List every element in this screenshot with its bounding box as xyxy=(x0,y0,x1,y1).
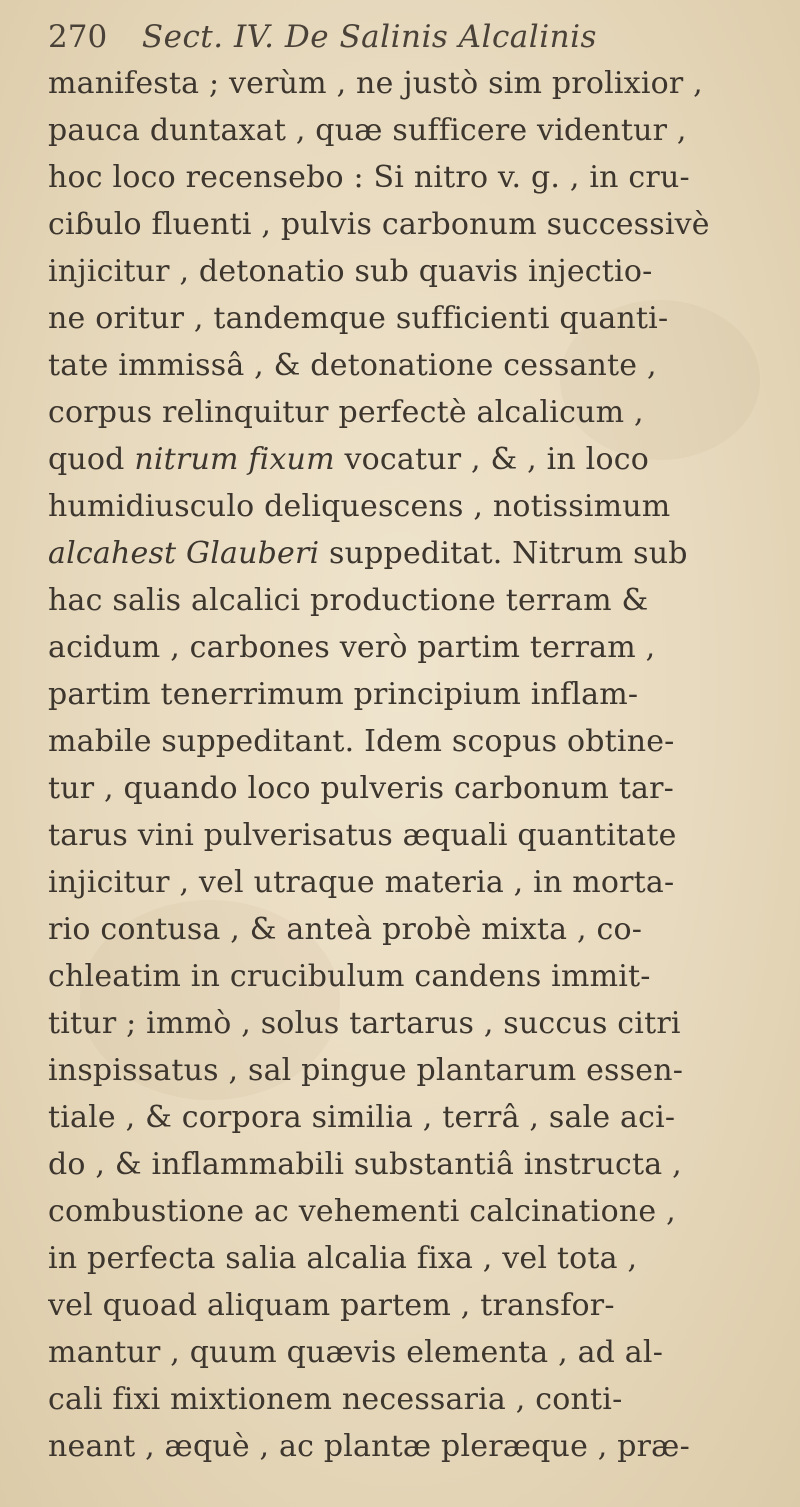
text-segment: mabile suppeditant. Idem scopus obtine- xyxy=(48,724,675,759)
text-line xyxy=(48,1235,790,1282)
text-segment: vel quoad aliquam partem , transfor- xyxy=(48,1288,615,1323)
text-segment: hoc loco recensebo : Si nitro v. g. , in cru- xyxy=(48,160,690,195)
text-line xyxy=(48,718,790,765)
text-segment: corpus relinquitur perfectè alcalicum , xyxy=(48,395,644,430)
text-line xyxy=(48,1282,790,1329)
text-segment: cali fixi mixtionem necessaria , conti- xyxy=(48,1382,623,1417)
body-text xyxy=(48,60,790,1470)
text-segment: ciɓulo fluenti , pulvis carbonum successivè xyxy=(48,207,710,242)
text-line xyxy=(48,812,790,859)
text-line xyxy=(48,107,790,154)
text-segment: injicitur , detonatio sub quavis injectio- xyxy=(48,254,653,289)
text-segment: quod xyxy=(48,442,135,477)
text-segment: rio contusa , & anteà probè mixta , co- xyxy=(48,912,643,947)
text-segment: tiale , & corpora similia , terrâ , sale aci- xyxy=(48,1100,676,1135)
page-number: 270 xyxy=(48,19,108,55)
text-segment: vocatur , & , in loco xyxy=(334,442,649,477)
text-line xyxy=(48,436,790,483)
text-line xyxy=(48,530,790,577)
text-line xyxy=(48,577,790,624)
text-line xyxy=(48,483,790,530)
text-segment: suppeditat. Nitrum sub xyxy=(319,536,688,571)
text-segment: ne oritur , tandemque sufficienti quanti- xyxy=(48,301,669,336)
text-line xyxy=(48,389,790,436)
text-segment: in perfecta salia alcalia fixa , vel tota , xyxy=(48,1241,638,1276)
text-segment: acidum , carbones verò partim terram , xyxy=(48,630,656,665)
text-segment: injicitur , vel utraque materia , in morta- xyxy=(48,865,675,900)
text-line xyxy=(48,1000,790,1047)
text-line xyxy=(48,1329,790,1376)
text-line xyxy=(48,953,790,1000)
text-segment: combustione ac vehementi calcinatione , xyxy=(48,1194,676,1229)
text-line xyxy=(48,248,790,295)
text-segment: tarus vini pulverisatus æquali quantitate xyxy=(48,818,677,853)
text-line xyxy=(48,1376,790,1423)
text-line xyxy=(48,154,790,201)
text-line xyxy=(48,906,790,953)
text-segment: tur , quando loco pulveris carbonum tar- xyxy=(48,771,674,806)
running-head xyxy=(48,12,708,62)
text-line xyxy=(48,60,790,107)
text-line xyxy=(48,201,790,248)
text-segment: do , & inflammabili substantiâ instructa , xyxy=(48,1147,682,1182)
text-segment: chleatim in crucibulum candens immit- xyxy=(48,959,651,994)
text-line xyxy=(48,1141,790,1188)
text-line xyxy=(48,624,790,671)
text-segment: hac salis alcalici productione terram & xyxy=(48,583,649,618)
text-segment: titur ; immò , solus tartarus , succus citri xyxy=(48,1006,681,1041)
text-line xyxy=(48,1094,790,1141)
section-title: Sect. IV. De Salinis Alcalinis xyxy=(141,19,597,55)
text-segment: pauca duntaxat , quæ sufficere videntur , xyxy=(48,113,687,148)
italic-term: nitrum fixum xyxy=(134,442,335,477)
text-line xyxy=(48,765,790,812)
text-segment: mantur , quum quævis elementa , ad al- xyxy=(48,1335,664,1370)
text-line xyxy=(48,295,790,342)
text-line xyxy=(48,342,790,389)
text-segment: manifesta ; verùm , ne justò sim prolixior , xyxy=(48,66,703,101)
italic-term: alcahest Glauberi xyxy=(48,536,320,571)
text-segment: tate immissâ , & detonatione cessante , xyxy=(48,348,657,383)
text-line xyxy=(48,1423,790,1470)
text-line xyxy=(48,1047,790,1094)
text-line xyxy=(48,859,790,906)
text-segment: neant , æquè , ac plantæ pleræque , præ- xyxy=(48,1429,690,1464)
text-segment: partim tenerrimum principium inflam- xyxy=(48,677,639,712)
text-line xyxy=(48,1188,790,1235)
text-segment: humidiusculo deliquescens , notissimum xyxy=(48,489,671,524)
text-segment: inspissatus , sal pingue plantarum essen- xyxy=(48,1053,684,1088)
text-line xyxy=(48,671,790,718)
